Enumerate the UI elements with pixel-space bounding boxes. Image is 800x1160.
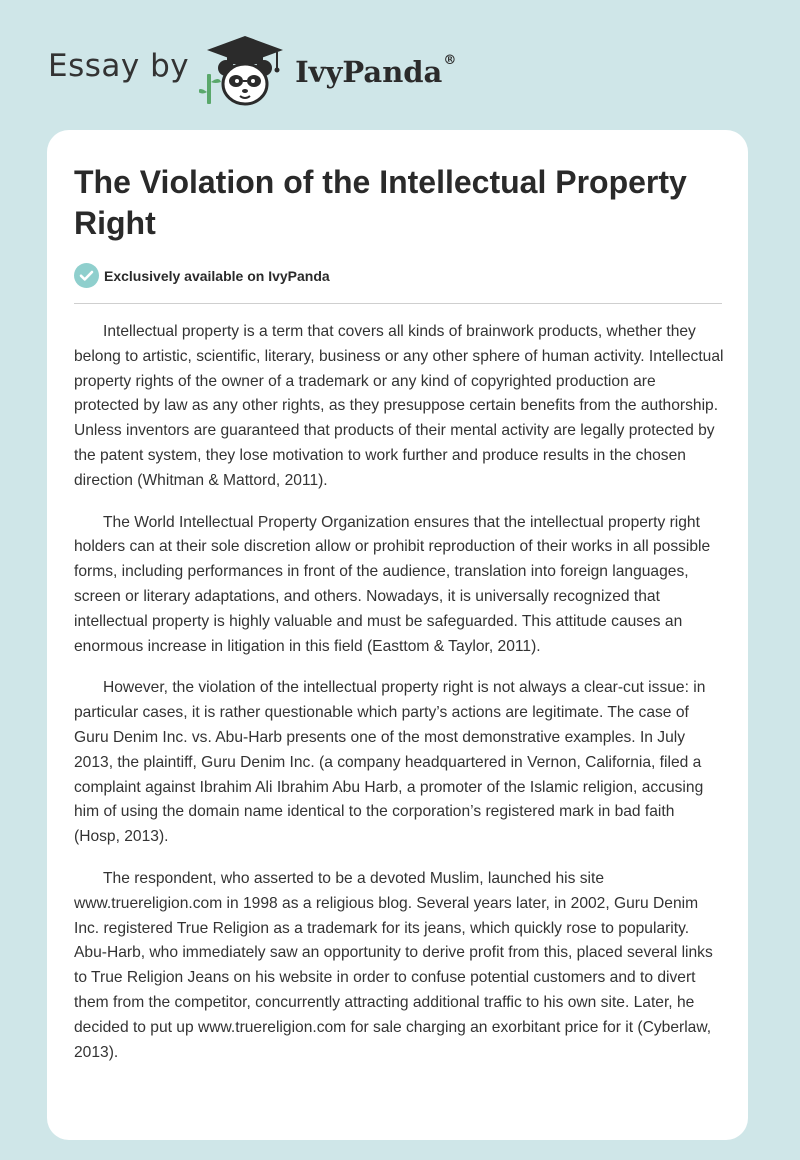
page-title: The Violation of the Intellectual Property Right [74,164,687,241]
site-header [48,30,456,110]
essay-by-label: Essay by [48,48,190,84]
paragraph-4: The respondent, who asserted to be a devoted Muslim, launched his site www.truereligion.com in 1998 as a religious blog. Several years later, in 2002, Guru Denim Inc. registered True Religion as a trademark for its jeans, which quickly rose to popularity. Abu-Harb, who immediately saw an opportunity to derive profit from this, placed several links to True Religion Jeans on his website in order to confuse potential customers and to divert them from the competitor, concurrently attracting additional traffic to his own site. Later, he decided to put up www.truereligion.com for sale charging an exorbitant price for it (Cyberlaw, 2013). [74,869,713,1061]
exclusive-badge [74,263,330,288]
essay-card [47,130,748,1140]
check-circle-icon [74,263,99,288]
brand-name[interactable] [295,55,456,89]
paragraph-1: Intellectual property is a term that covers all kinds of brainwork products, whether they belong to artistic, scientific, literary, business or any other sphere of human activity. Intellectual property rights of the owner of a trademark or any kind of copyrighted production are protected by law as any other rights, as they presuppose certain benefits from the authorship. Unless inventors are guaranteed that products of their mental activity are legally protected by the patent system, they lose motivation to work further and produce results in the chosen direction (Whitman & Mattord, 2011). [74,323,724,489]
exclusive-label: Exclusively available on IvyPanda [104,267,330,284]
paragraph-3: However, the violation of the intellectual property right is not always a clear-cut issue: in particular cases, it is rather questionable which party’s actions are legitimate. The case of Guru Denim Inc. vs. Abu-Harb presents one of the most demonstrative examples. In July 2013, the plaintiff, Guru Denim Inc. (a company headquartered in Vernon, California, filed a complaint against Ibrahim Ali Ibrahim Abu Harb, a promoter of the Islamic religion, accusing him of using the domain name identical to the corporation’s registered mark in bad faith (Hosp, 2013). [74,679,706,846]
brand-text: IvyPanda [295,55,443,89]
divider [74,303,722,304]
panda-graduate-logo-icon[interactable] [199,30,291,110]
essay-body [74,320,724,1082]
registered-mark: ® [443,53,457,68]
paragraph-2: The World Intellectual Property Organization ensures that the intellectual property right holders can at their sole discretion allow or prohibit reproduction of their works in all possible forms, including performances in front of the audience, translation into foreign languages, screen or literary adaptations, and others. Nowadays, it is universally recognized that intellectual property is highly valuable and must be safeguarded. This attitude causes an enormous increase in litigation in this field (Easttom & Taylor, 2011). [74,513,711,655]
